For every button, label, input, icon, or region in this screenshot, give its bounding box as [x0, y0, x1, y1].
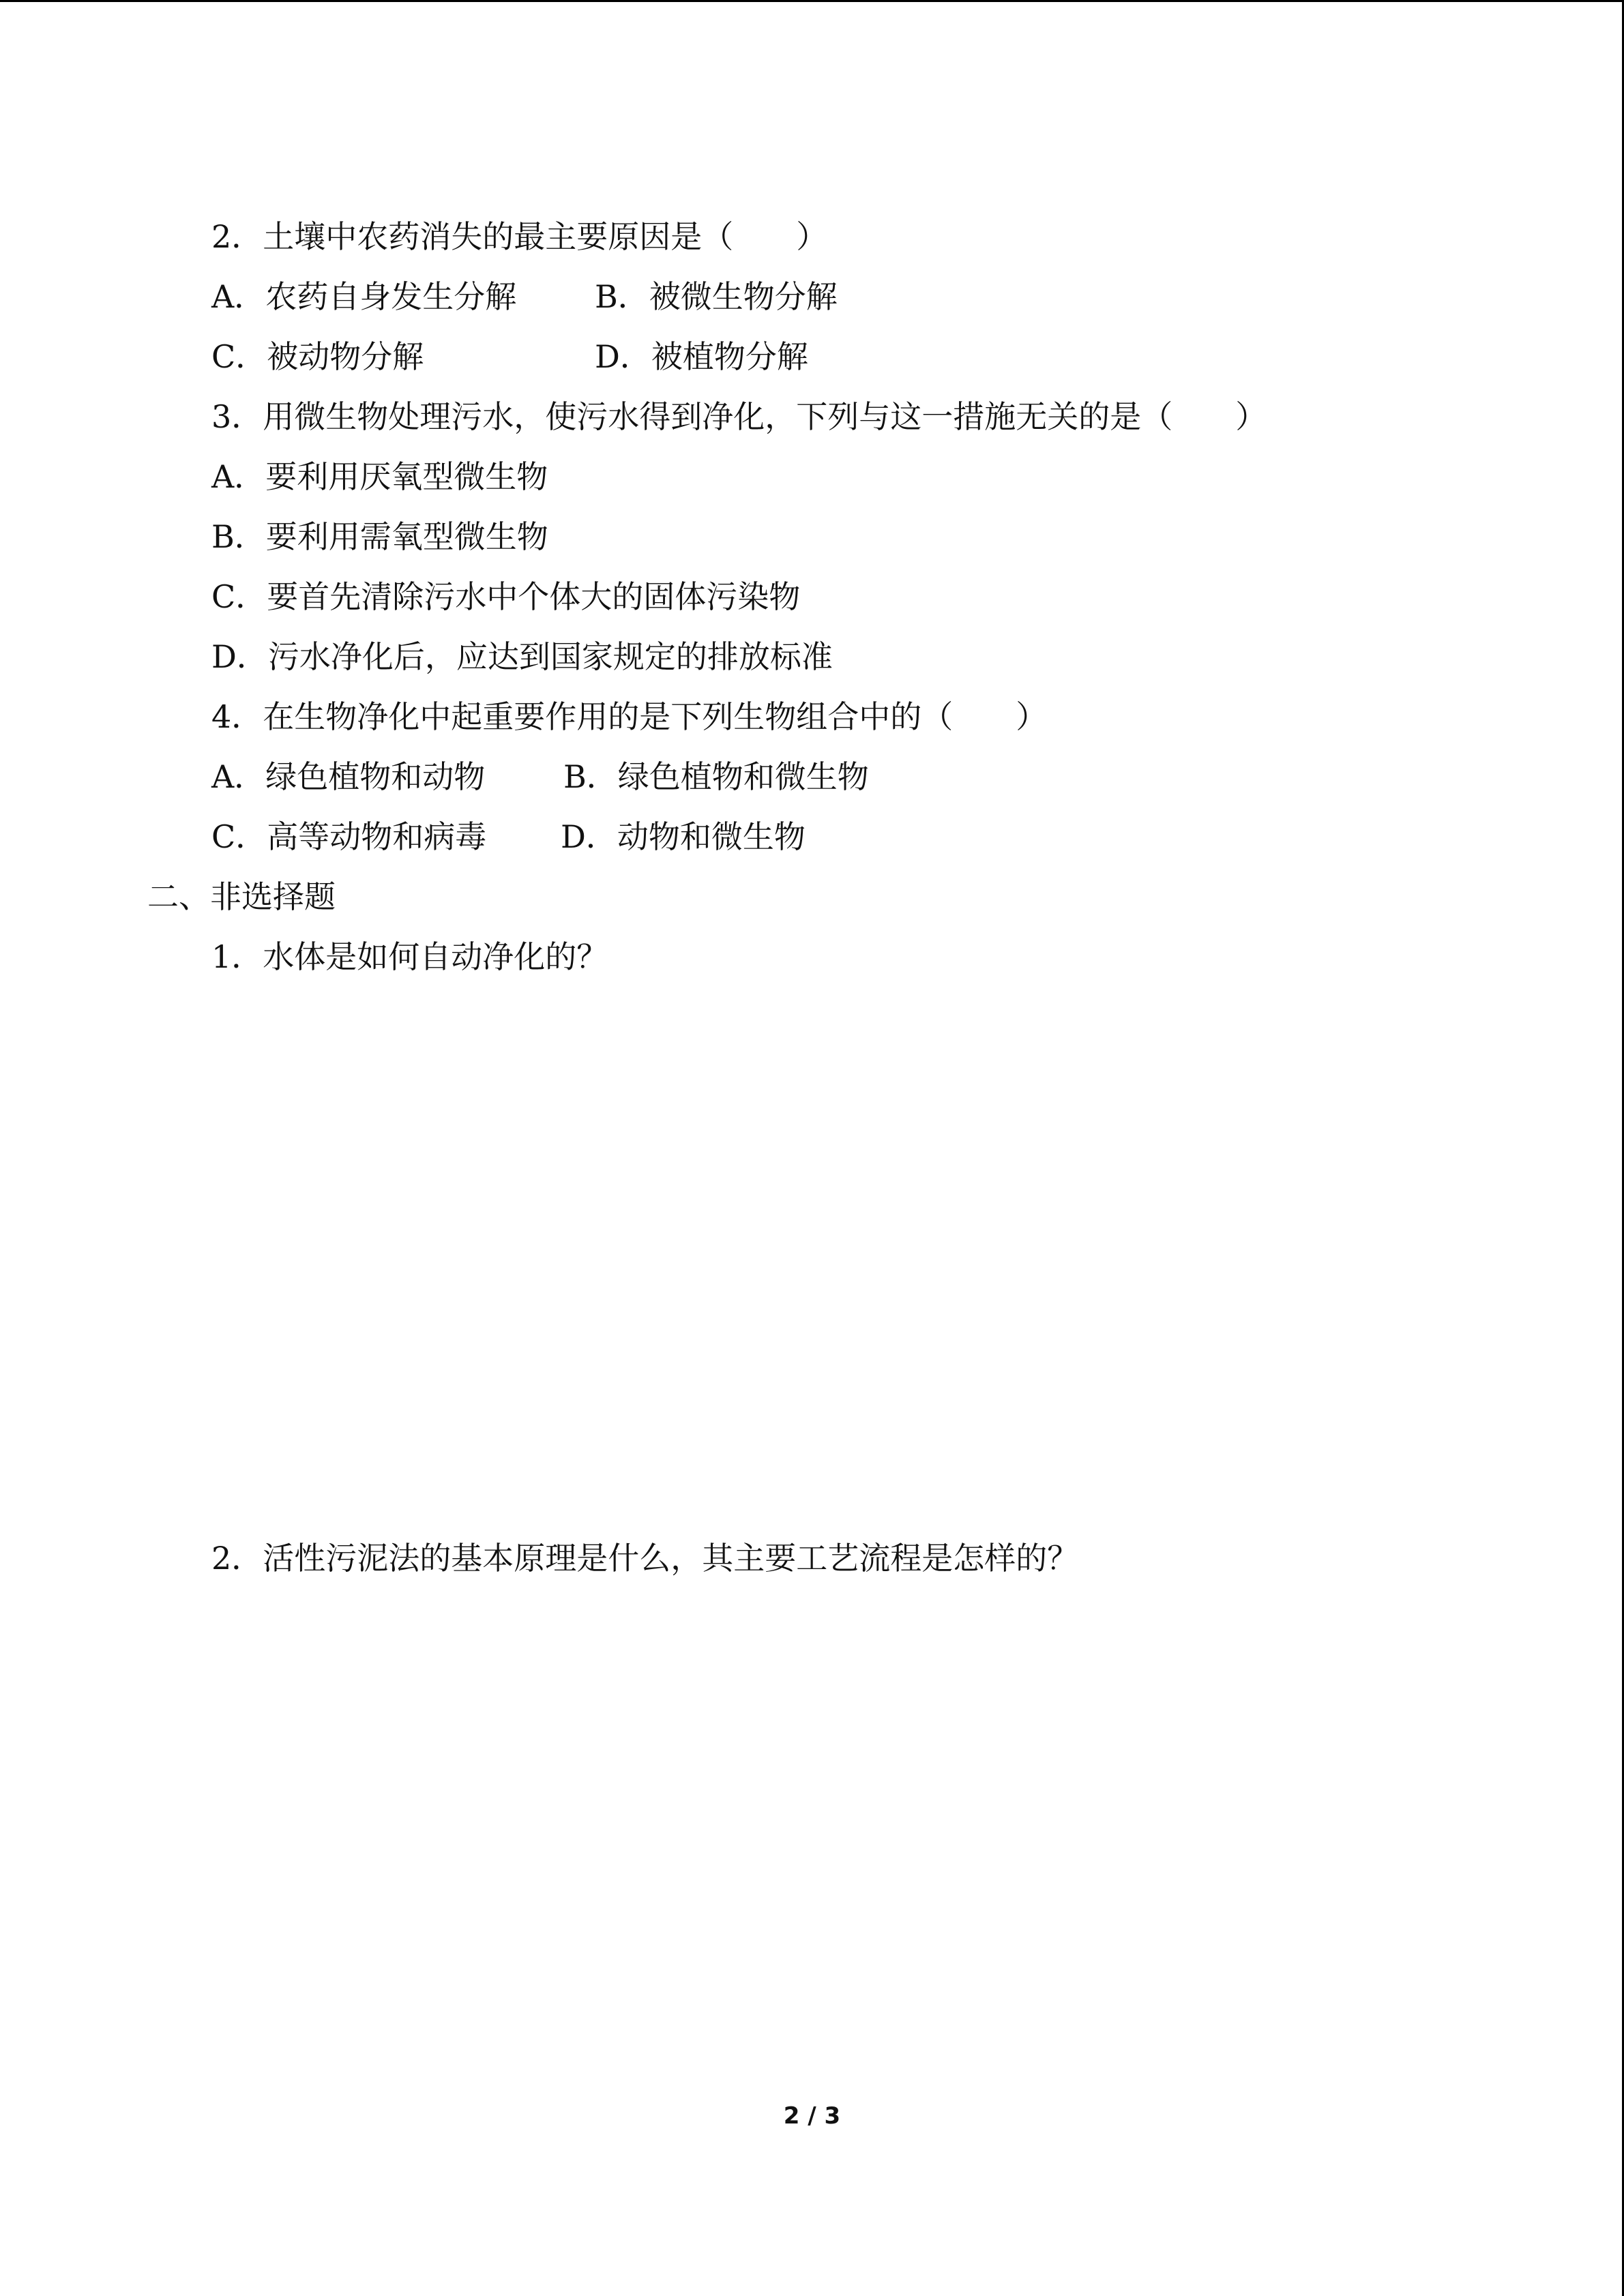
- question-3-stem: 3．用微生物处理污水，使污水得到净化，下列与这一措施无关的是（ ）: [211, 398, 1267, 435]
- question-4-option-b: B．绿色植物和微生物: [563, 758, 869, 795]
- question-3-option-b: B．要利用需氧型微生物: [211, 518, 548, 555]
- question-4-option-a: A．绿色植物和动物: [211, 758, 486, 795]
- section-2-question-1: 1．水体是如何自动净化的？: [211, 938, 608, 975]
- question-4-option-d: D．动物和微生物: [561, 818, 806, 855]
- question-3-option-d: D．污水净化后，应达到国家规定的排放标准: [211, 638, 833, 675]
- page-number: 2 / 3: [783, 2102, 841, 2130]
- question-2-option-b: B．被微生物分解: [595, 278, 838, 315]
- question-4-stem: 4．在生物净化中起重要作用的是下列生物组合中的（ ）: [211, 698, 1048, 735]
- section-2-question-2: 2．活性污泥法的基本原理是什么，其主要工艺流程是怎样的？: [211, 1540, 1079, 1577]
- question-2-stem: 2．土壤中农药消失的最主要原因是（ ）: [211, 218, 828, 255]
- question-3-option-c: C．要首先清除污水中个体大的固体污染物: [211, 578, 801, 615]
- question-2-option-d: D．被植物分解: [595, 338, 808, 375]
- question-2-option-a: A．农药自身发生分解: [211, 278, 517, 315]
- question-2-option-c: C．被动物分解: [211, 338, 424, 375]
- question-3-option-a: A．要利用厌氧型微生物: [211, 458, 548, 495]
- section-2-title: 二、非选择题: [147, 878, 336, 915]
- question-4-option-c: C．高等动物和病毒: [211, 818, 487, 855]
